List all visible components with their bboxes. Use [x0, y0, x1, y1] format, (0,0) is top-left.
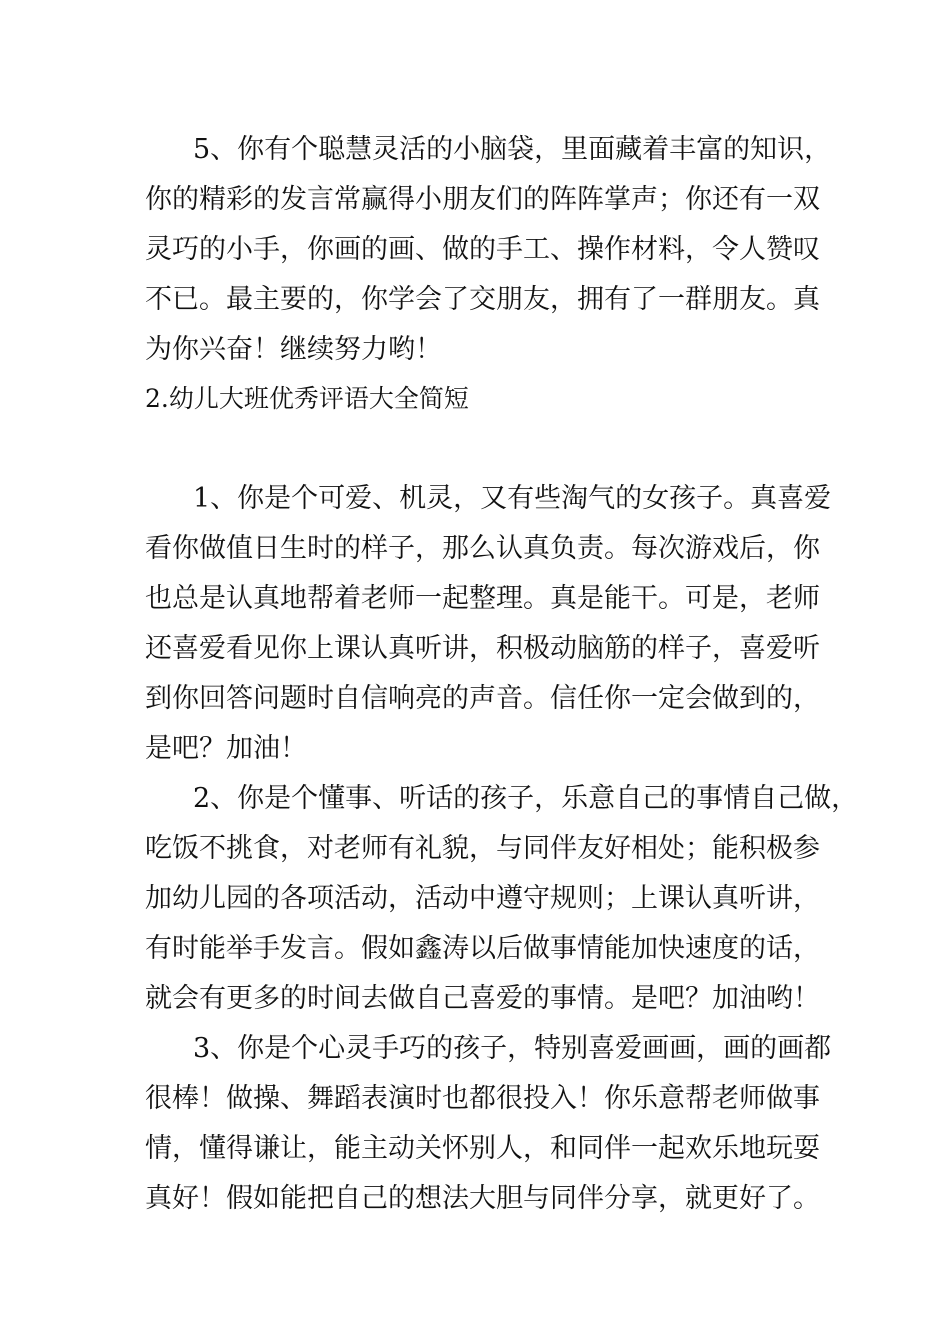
paragraph-line: 为你兴奋！继续努力哟！ [145, 334, 442, 365]
paragraph-line: 很棒！做操、舞蹈表演时也都很投入！你乐意帮老师做事 [145, 1083, 820, 1114]
paragraph-line: 5、你有个聪慧灵活的小脑袋，里面藏着丰富的知识， [193, 134, 832, 165]
paragraph-line: 看你做值日生时的样子，那么认真负责。每次游戏后，你 [145, 533, 820, 564]
paragraph-line: 2、你是个懂事、听话的孩子，乐意自己的事情自己做， [193, 783, 859, 814]
paragraph-line: 情，懂得谦让，能主动关怀别人，和同伴一起欢乐地玩耍 [145, 1133, 820, 1164]
paragraph-line: 加幼儿园的各项活动，活动中遵守规则；上课认真听讲， [145, 883, 820, 914]
paragraph-line: 也总是认真地帮着老师一起整理。真是能干。可是，老师 [145, 583, 820, 614]
paragraph-line: 有时能举手发言。假如鑫涛以后做事情能加快速度的话， [145, 933, 820, 964]
paragraph-line: 不已。最主要的，你学会了交朋友，拥有了一群朋友。真 [145, 284, 820, 315]
paragraph-line: 还喜爱看见你上课认真听讲，积极动脑筋的样子，喜爱听 [145, 633, 820, 664]
paragraph-line: 到你回答问题时自信响亮的声音。信任你一定会做到的， [145, 683, 820, 714]
section-heading: 2.幼儿大班优秀评语大全简短 [145, 384, 469, 413]
paragraph-line: 灵巧的小手，你画的画、做的手工、操作材料，令人赞叹 [145, 234, 820, 265]
paragraph-line: 是吧？加油！ [145, 733, 307, 764]
paragraph-line: 真好！假如能把自己的想法大胆与同伴分享，就更好了。 [145, 1183, 820, 1214]
paragraph-line: 你的精彩的发言常赢得小朋友们的阵阵掌声；你还有一双 [145, 184, 820, 215]
paragraph-line: 就会有更多的时间去做自己喜爱的事情。是吧？加油哟！ [145, 983, 820, 1014]
paragraph-line: 吃饭不挑食，对老师有礼貌，与同伴友好相处；能积极参 [145, 833, 820, 864]
paragraph-line: 1、你是个可爱、机灵，又有些淘气的女孩子。真喜爱 [193, 483, 832, 514]
paragraph-line: 3、你是个心灵手巧的孩子，特别喜爱画画，画的画都 [193, 1033, 832, 1064]
